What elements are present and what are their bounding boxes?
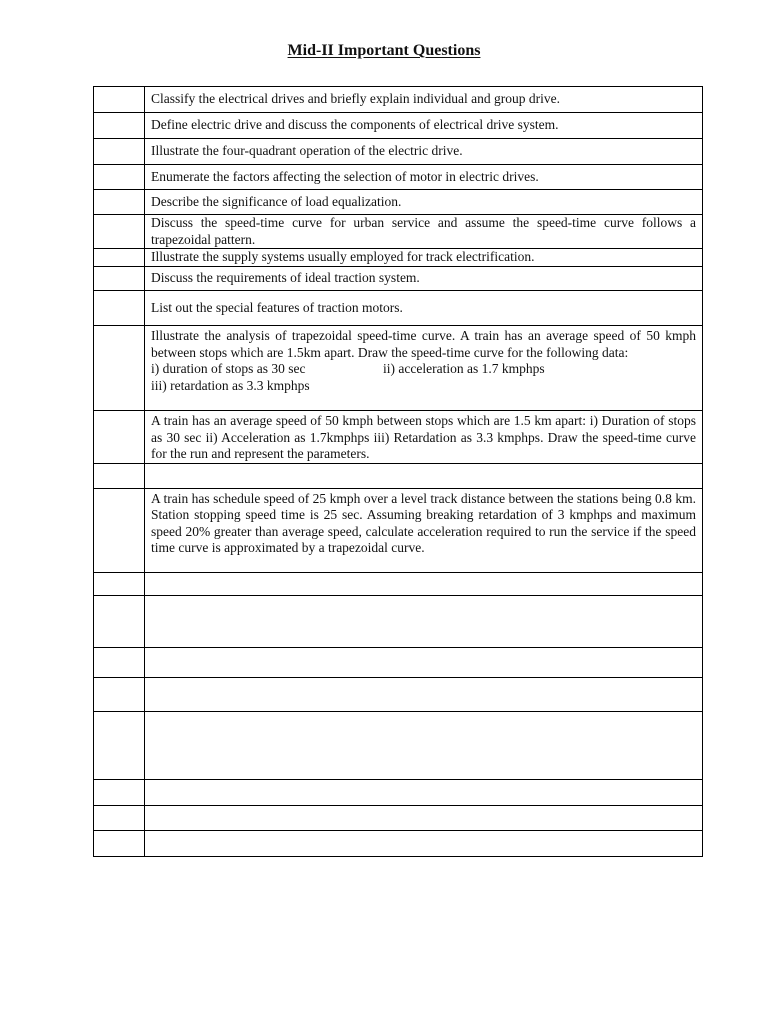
question-text bbox=[145, 830, 703, 856]
sub-item: ii) acceleration as 1.7 kmphps bbox=[383, 361, 545, 376]
sub-item: iii) retardation as 3.3 kmphps bbox=[151, 377, 310, 393]
table-row bbox=[94, 267, 703, 291]
number-cell bbox=[94, 165, 145, 190]
table-row bbox=[94, 677, 703, 711]
table-row bbox=[94, 572, 703, 595]
number-cell bbox=[94, 572, 145, 595]
question-text: Enumerate the factors affecting the selection of motor in electric drives. bbox=[145, 165, 703, 190]
question-sub-items bbox=[151, 361, 696, 378]
question-text bbox=[145, 647, 703, 677]
number-cell bbox=[94, 113, 145, 139]
question-text: Describe the significance of load equalization. bbox=[145, 190, 703, 215]
number-cell bbox=[94, 249, 145, 267]
table-row bbox=[94, 463, 703, 488]
number-cell bbox=[94, 411, 145, 464]
question-text: List out the special features of traction motors. bbox=[145, 291, 703, 326]
question-text bbox=[145, 677, 703, 711]
question-text: Illustrate the supply systems usually employed for track electrification. bbox=[145, 249, 703, 267]
page-title: Mid-II Important Questions bbox=[287, 42, 481, 59]
number-cell bbox=[94, 805, 145, 830]
question-text: Discuss the speed-time curve for urban service and assume the speed-time curve follows a trapezoidal pattern. bbox=[145, 215, 703, 249]
question-text bbox=[145, 572, 703, 595]
table-row bbox=[94, 779, 703, 805]
number-cell bbox=[94, 711, 145, 779]
number-cell bbox=[94, 215, 145, 249]
number-cell bbox=[94, 326, 145, 411]
question-cell bbox=[145, 326, 703, 411]
question-text bbox=[145, 463, 703, 488]
question-text: Classify the electrical drives and briefly explain individual and group drive. bbox=[145, 87, 703, 113]
table-row bbox=[94, 87, 703, 113]
table-row bbox=[94, 113, 703, 139]
table-row bbox=[94, 595, 703, 647]
table-row bbox=[94, 488, 703, 572]
table-row bbox=[94, 326, 703, 411]
question-text: Illustrate the four-quadrant operation of the electric drive. bbox=[145, 139, 703, 165]
question-text: Define electric drive and discuss the components of electrical drive system. bbox=[145, 113, 703, 139]
sub-item: i) duration of stops as 30 sec bbox=[151, 361, 306, 376]
table-row bbox=[94, 215, 703, 249]
number-cell bbox=[94, 830, 145, 856]
table-row bbox=[94, 165, 703, 190]
number-cell bbox=[94, 647, 145, 677]
question-text: A train has schedule speed of 25 kmph over a level track distance between the stations being 0.8 km. Station stopping speed time is 25 sec. Assuming breaking retardation of 3 kmphps and maximum speed 20% greater than average speed, calculate acceleration required to run the service if the speed time curve is approximated by a trapezoidal curve. bbox=[145, 488, 703, 572]
question-text bbox=[145, 805, 703, 830]
number-cell bbox=[94, 267, 145, 291]
table-row bbox=[94, 139, 703, 165]
questions-table bbox=[93, 86, 703, 857]
table-row bbox=[94, 249, 703, 267]
table-row bbox=[94, 830, 703, 856]
question-text: Illustrate the analysis of trapezoidal speed-time curve. A train has an average speed of 50 kmph between stops which are 1.5km apart. Draw the speed-time curve for the following data: bbox=[151, 328, 696, 360]
number-cell bbox=[94, 87, 145, 113]
number-cell bbox=[94, 779, 145, 805]
number-cell bbox=[94, 190, 145, 215]
table-row bbox=[94, 291, 703, 326]
question-text: Discuss the requirements of ideal traction system. bbox=[145, 267, 703, 291]
question-text bbox=[145, 779, 703, 805]
number-cell bbox=[94, 291, 145, 326]
table-row bbox=[94, 805, 703, 830]
table-row bbox=[94, 647, 703, 677]
table-row bbox=[94, 411, 703, 464]
number-cell bbox=[94, 595, 145, 647]
question-text bbox=[145, 711, 703, 779]
table-row bbox=[94, 711, 703, 779]
question-text: A train has an average speed of 50 kmph between stops which are 1.5 km apart: i) Duration of stops as 30 sec ii) Acceleration as 1.7kmphps iii) Retardation as 3.3 kmphps. Draw the speed-time curve for the run and represent the parameters. bbox=[145, 411, 703, 464]
number-cell bbox=[94, 488, 145, 572]
question-text bbox=[145, 595, 703, 647]
table-row bbox=[94, 190, 703, 215]
number-cell bbox=[94, 139, 145, 165]
number-cell bbox=[94, 677, 145, 711]
number-cell bbox=[94, 463, 145, 488]
